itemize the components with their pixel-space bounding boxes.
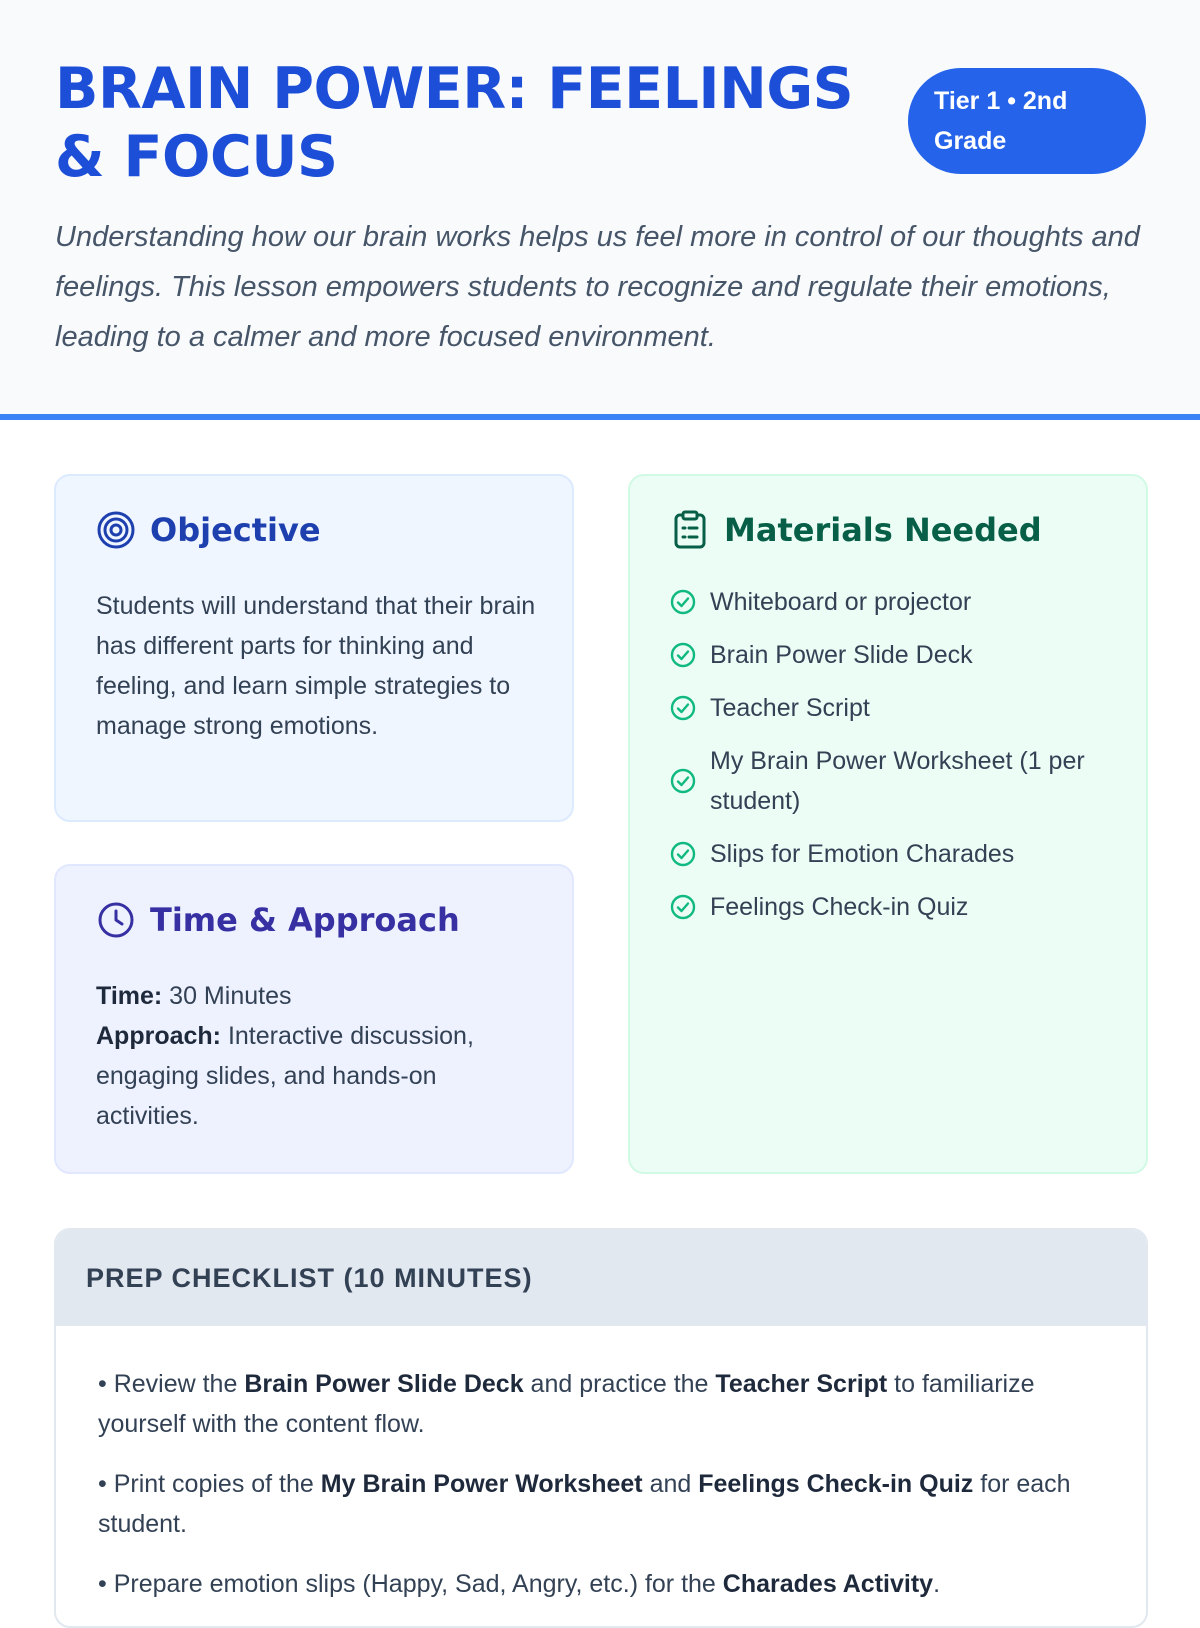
time-line [96,976,546,1016]
materials-item [670,887,1110,927]
objective-text: Students will understand that their brain has different parts for thinking and feeling, and learn simple strategies to manage strong emotions. [96,592,536,740]
materials-item [670,834,1110,874]
materials-item-label: Brain Power Slide Deck [710,641,973,669]
materials-item [670,688,1110,728]
check-circle-icon [670,695,696,721]
prep-item [98,1464,1106,1544]
materials-item-label: Whiteboard or projector [710,588,972,616]
prep-item-text: and practice the [523,1370,716,1398]
prep-checklist [54,1228,1148,1628]
time-label: Time: [96,982,163,1010]
prep-item-text: and [642,1470,699,1498]
prep-item [98,1364,1106,1444]
clipboard-icon [670,510,710,550]
materials-list [670,582,1110,940]
materials-card-header [670,510,1042,550]
check-circle-icon [670,589,696,615]
approach-value: Interactive discussion, engaging slides, and hands-on activities. [96,1022,474,1130]
prep-item-text: to familiarize yourself with the content flow. [98,1370,1035,1438]
prep-item-text: • Print copies of the [98,1470,321,1498]
clock-icon [96,900,136,940]
prep-item-text: • Prepare emotion slips (Happy, Sad, Angry, etc.) for the [98,1570,723,1598]
objective-heading: Objective [150,511,321,549]
prep-item-text: for each student. [98,1470,1071,1538]
prep-checklist-heading: PREP CHECKLIST (10 MINUTES) [56,1230,1146,1326]
prep-item-text: • Review the [98,1370,245,1398]
check-circle-icon [670,768,696,794]
prep-item-emphasis: Charades Activity [722,1570,934,1598]
check-circle-icon [670,841,696,867]
time-value: 30 Minutes [162,982,292,1010]
check-circle-icon [670,894,696,920]
materials-item-label: My Brain Power Worksheet (1 per student) [710,747,1085,815]
time-approach-heading: Time & Approach [150,901,460,939]
time-approach-card [54,864,574,1174]
materials-heading: Materials Needed [724,511,1042,549]
prep-item-emphasis: Brain Power Slide Deck [244,1370,524,1398]
prep-item-emphasis: My Brain Power Worksheet [320,1470,643,1498]
approach-label: Approach: [96,1022,221,1050]
grade-tier-badge: Tier 1 • 2nd Grade [908,68,1146,174]
materials-item-label: Slips for Emotion Charades [710,840,1015,868]
objective-card-header [96,510,321,550]
objective-card [54,474,574,822]
materials-item-label: Feelings Check-in Quiz [710,893,969,921]
prep-item-emphasis: Feelings Check-in Quiz [698,1470,974,1498]
target-icon [96,510,136,550]
materials-item [670,741,1110,821]
prep-checklist-list [56,1326,1146,1604]
materials-item [670,635,1110,675]
check-circle-icon [670,642,696,668]
lesson-intro: Understanding how our brain works helps us feel more in control of our thoughts and feelings. This lesson empowers students to recognize and regulate their emotions, leading to a calmer and more focused environment. [55,221,1140,353]
approach-line [96,1016,546,1136]
time-approach-text [96,976,546,1136]
prep-item-text: . [933,1570,941,1598]
materials-item [670,582,1110,622]
prep-item-emphasis: Teacher Script [715,1370,888,1398]
page-title: BRAIN POWER: FEELINGS & FOCUS [55,56,854,190]
lesson-header [0,0,1200,420]
prep-item [98,1564,1106,1604]
time-approach-card-header [96,900,460,940]
materials-item-label: Teacher Script [710,694,870,722]
materials-card [628,474,1148,1174]
